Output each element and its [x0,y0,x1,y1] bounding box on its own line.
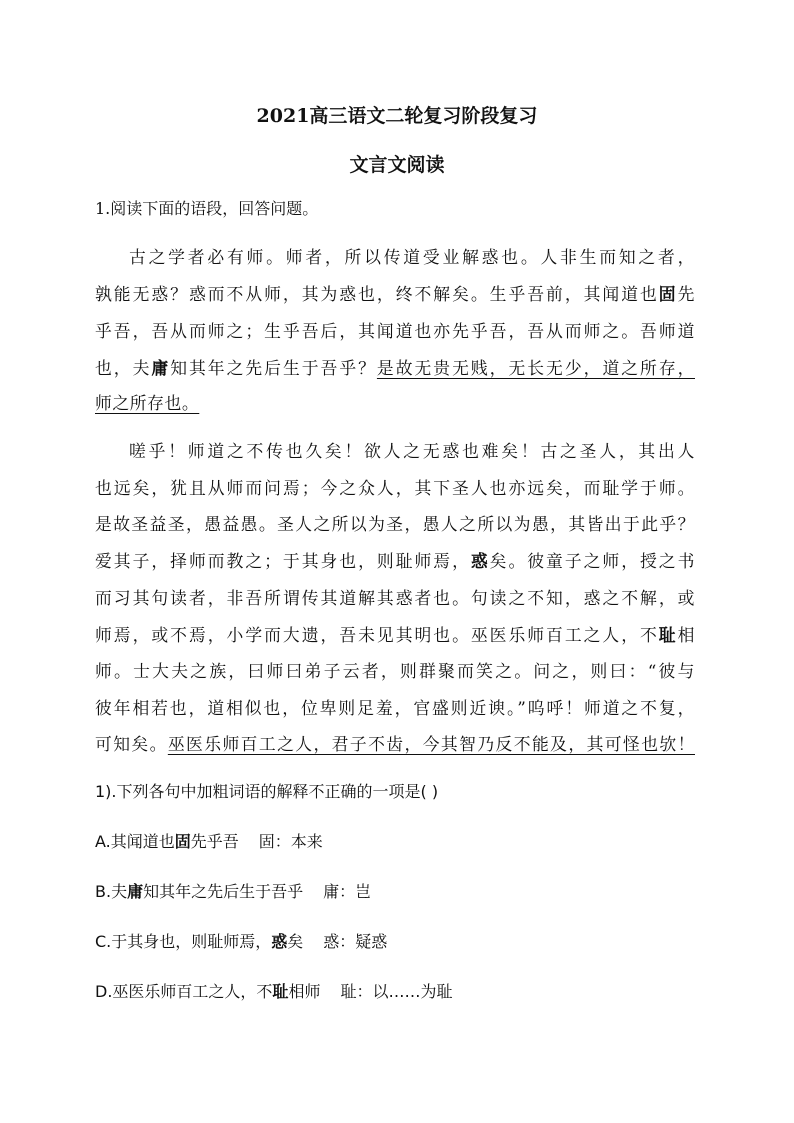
section-title: 文言文阅读 [349,154,445,176]
option-gloss: 固：本来 [258,832,323,851]
passage-line: 而习其句读者，非吾所谓传其道解其惑者也。句读之不知，惑之不解，或 [95,588,695,608]
underlined-sentence: 是故无贵无贱，无长无少，道之所存， [376,358,695,378]
passage-line: 古之学者必有师。师者，所以传道受业解惑也。人非生而知之者， [129,247,695,267]
passage-line: 师焉，或不焉，小学而大遗，吾未见其明也。巫医乐师百工之人，不耻相 [95,625,695,645]
underlined-sentence: 巫医乐师百工之人，君子不齿，今其智乃反不能及，其可怪也欤！ [167,734,695,754]
passage-line: 是故圣益圣，愚益愚。圣人之所以为圣，愚人之所以为愚，其皆出于此乎？ [95,514,695,534]
passage-line [95,390,695,414]
passage-line: 也远矣，犹且从师而问焉；今之众人，其下圣人也亦远矣，而耻学于师。 [95,478,695,498]
option-gloss: 庸：岂 [323,882,372,901]
bold-word: 耻 [658,625,678,645]
bold-word: 庸 [127,882,144,901]
passage-line: 师。士大夫之族，曰师曰弟子云者，则群聚而笑之。问之，则曰：“彼与 [95,661,695,681]
passage-line: 嗟乎！师道之不传也久矣！欲人之无惑也难矣！古之圣人，其出人 [129,441,695,461]
option-gloss: 惑：疑惑 [323,932,388,951]
option-gloss: 耻：以……为耻 [340,982,453,1001]
passage-line: 彼年相若也，道相似也，位卑则足羞，官盛则近谀。”呜呼！师道之不复， [95,698,695,718]
document-title: 2021高三语文二轮复习阶段复习 [256,105,538,127]
passage-line: 也，夫庸知其年之先后生于吾乎？是故无贵无贱，无长无少，道之所存， [95,358,695,378]
passage-line: 孰能无惑？惑而不从师，其为惑也，终不解矣。生乎吾前，其闻道也固先 [95,284,695,304]
bold-word: 惑 [271,932,288,951]
bold-word: 耻 [272,982,289,1001]
bold-word: 惑 [470,551,490,571]
option-d: D.巫医乐师百工之人，不耻相师 耻：以……为耻 [95,982,453,1001]
question-intro: 1.阅读下面的语段，回答问题。 [95,199,319,218]
bold-word: 庸 [151,358,171,378]
underlined-sentence: 师之所存也。 [95,393,200,413]
passage-line: 可知矣。巫医乐师百工之人，君子不齿，今其智乃反不能及，其可怪也欤！ [95,734,695,754]
option-b: B.夫庸知其年之先后生于吾乎 庸：岂 [95,882,372,901]
option-a: A.其闻道也固先乎吾 固：本来 [95,832,323,851]
bold-word: 固 [658,284,678,304]
sub-question: 1).下列各句中加粗词语的解释不正确的一项是( ) [95,782,439,801]
option-c: C.于其身也，则耻师焉，惑矣 惑：疑惑 [95,932,388,951]
passage-line: 爱其子，择师而教之；于其身也，则耻师焉，惑矣。彼童子之师，授之书 [95,551,695,571]
bold-word: 固 [174,832,191,851]
passage-line: 乎吾，吾从而师之；生乎吾后，其闻道也亦先乎吾，吾从而师之。吾师道 [95,321,695,341]
